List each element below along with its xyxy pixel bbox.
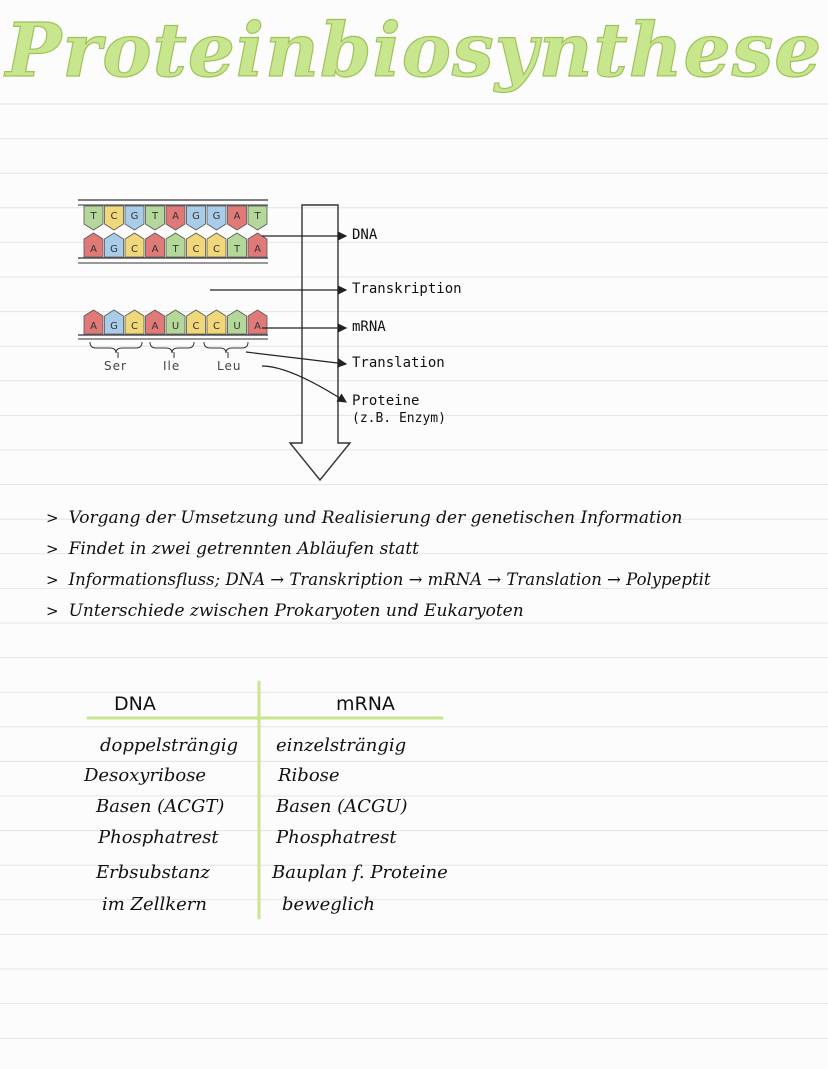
process-flow-arrow (290, 205, 350, 480)
label-transcription: Transkription (352, 281, 462, 297)
amino-acid-2: Ile (163, 359, 181, 373)
label-translation: Translation (352, 355, 445, 371)
nucleotide-letter: C (131, 321, 138, 332)
amino-acid-3: Leu (217, 359, 242, 373)
table-cell: Ribose (278, 765, 340, 786)
codon-bracket-3 (204, 342, 248, 353)
nucleotide-letter: A (151, 321, 159, 332)
nucleotide-letter: T (233, 244, 241, 255)
amino-acid-1: Ser (104, 359, 127, 373)
table-cell: beweglich (282, 894, 375, 915)
nucleotide-letter: C (213, 321, 220, 332)
nucleotide-letter: A (172, 211, 179, 222)
table-cell: Basen (ACGT) (96, 796, 225, 817)
nucleotide-letter: U (171, 321, 180, 332)
nucleotide-letter: C (110, 211, 118, 222)
bullet-item-4: > Unterschiede zwischen Prokaryoten und Eukaryoten (46, 601, 524, 621)
nucleotide-letter: G (130, 211, 139, 222)
dna-upper-strand (84, 206, 267, 230)
codon-bracket-2 (150, 342, 194, 353)
nucleotide-letter: A (151, 244, 159, 255)
pointer-translation (246, 352, 346, 364)
nucleotide-letter: A (90, 244, 97, 255)
nucleotide-letter: A (90, 321, 97, 332)
label-proteins-example: (z.B. Enzym) (352, 411, 446, 426)
nucleotide-letter: T (151, 211, 159, 222)
table-cell: einzelsträngig (276, 735, 407, 756)
bullet-item-2: > Findet in zwei getrennten Abläufen statt (46, 539, 419, 559)
label-dna: DNA (352, 227, 378, 243)
table-cell: Desoxyribose (84, 765, 207, 786)
table-header-mrna: mRNA (336, 693, 395, 715)
nucleotide-letter: G (192, 211, 200, 222)
nucleotide-letter: C (192, 321, 200, 332)
nucleotide-letter: T (90, 211, 97, 222)
label-mrna: mRNA (352, 319, 386, 335)
nucleotide-letter: U (233, 321, 241, 332)
table-cell: doppelsträngig (100, 735, 239, 756)
nucleotide-letter: C (213, 244, 220, 255)
dna-lower-strand (84, 233, 267, 257)
nucleotide-letter: A (233, 211, 241, 222)
nucleotide-letter: C (192, 244, 200, 255)
table-cell: Erbsubstanz (96, 862, 210, 883)
label-proteins: Proteine (352, 393, 420, 409)
bullet-item-3: > Informationsfluss; DNA → Transkription → mRNA → Translation → Polypeptit (46, 570, 711, 589)
table-cell: Phosphatrest (98, 827, 219, 848)
nucleotide-letter: A (254, 244, 261, 255)
nucleotide-letter: G (110, 321, 118, 332)
nucleotide-letter: T (172, 244, 179, 255)
nucleotide-letter: A (254, 321, 261, 332)
nucleotide-letter: T (254, 211, 261, 222)
pointer-proteins (262, 366, 346, 402)
table-cell: im Zellkern (102, 894, 207, 915)
bullet-item-1: > Vorgang der Umsetzung und Realisierung der genetischen Information (46, 508, 683, 528)
table-cell: Phosphatrest (276, 827, 397, 848)
nucleotide-letter: C (131, 244, 138, 255)
table-cell: Basen (ACGU) (276, 796, 408, 817)
mrna-strand (84, 310, 267, 334)
table-cell: Bauplan f. Proteine (272, 862, 448, 883)
nucleotide-letter: G (212, 211, 221, 222)
codon-bracket-1 (90, 342, 142, 353)
page-title: Proteinbiosynthese (5, 8, 823, 94)
nucleotide-letter: G (110, 244, 118, 255)
table-header-dna: DNA (114, 693, 156, 715)
